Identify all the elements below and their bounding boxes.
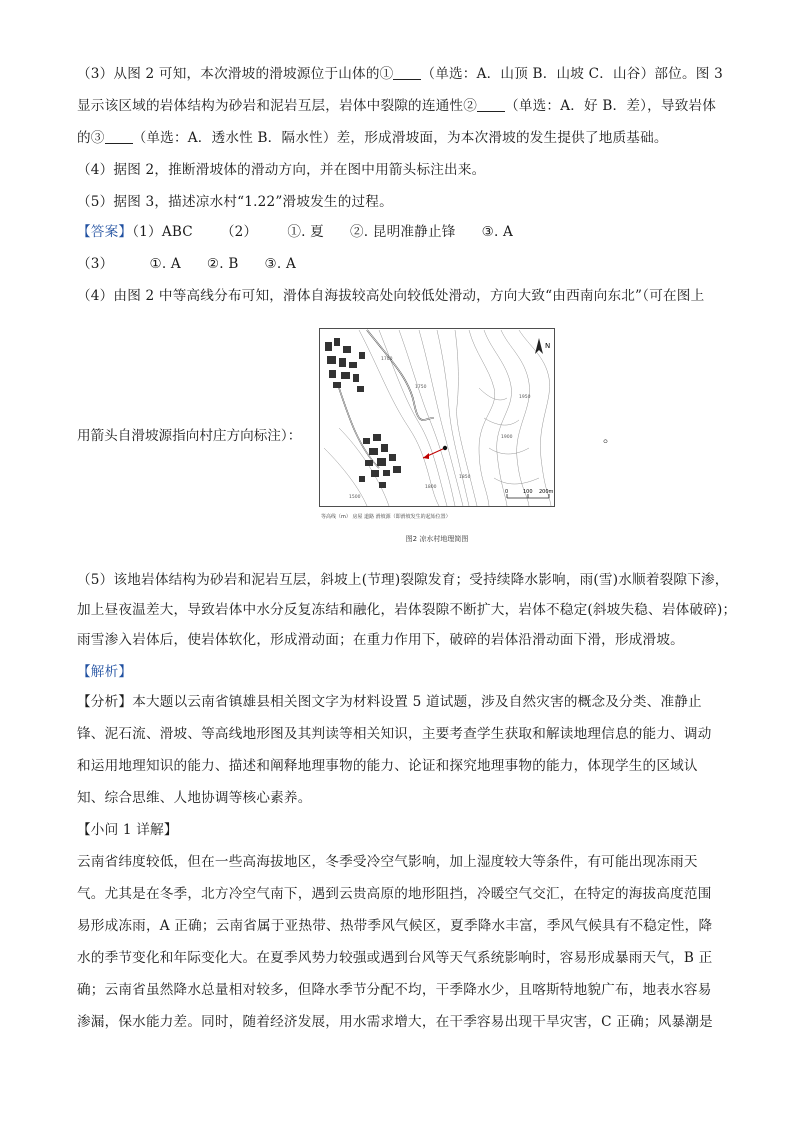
q3-text: （单选：A．透水性 B．隔水性）差，形成滑坡面，为本次滑坡的发生提供了地质基础。 [132,130,668,146]
answer-blank-3 [105,129,133,144]
q3-line-3 [77,128,717,148]
landslide-source-dot [443,446,447,450]
answer-item: ①. 夏 [287,224,324,240]
q3-line-2 [77,96,717,116]
svg-text:1950: 1950 [519,395,531,400]
analysis-line-4: 知、综合思维、人地协调等核心素养。 [77,790,312,806]
answer-item: ③. A [481,224,514,240]
detail-line-3: 易形成冻雨，A 正确；云南省属于亚热带、热带季风气候区，夏季降水丰富，季风气候具有不稳定性，降 [77,918,713,934]
svg-text:1850: 1850 [459,475,471,480]
svg-text:1750: 1750 [415,385,427,390]
map-frame [320,329,555,507]
answer-item: ②. 昆明准静止锋 [349,224,456,240]
svg-text:1900: 1900 [501,435,513,440]
q3-text: 显示该区域的岩体结构为砂岩和泥岩互层，岩体中裂隙的连通性② [77,98,478,114]
answer-item: ③. A [264,256,296,272]
q4-text: （4）据图 2，推断滑坡体的滑动方向，并在图中用箭头标注出来。 [77,162,486,178]
q3-text: 的③ [77,130,105,146]
answer-tag: 【答案】 [77,224,133,240]
svg-text:1500: 1500 [349,495,361,500]
a5-line-3: 雨雪渗入岩体后，使岩体软化，形成滑动面；在重力作用下，破碎的岩体沿滑动面下滑，形成滑坡。 [77,632,684,648]
detail-line-4: 水的季节变化和年际变化大。在夏季风势力较强或遇到台风等天气系统影响时，容易形成暴雨天气，B 正 [77,950,713,966]
answer-row-4: 用箭头自滑坡源指向村庄方向标注）： [77,428,302,444]
detail-line-5: 确；云南省虽然降水总量相对较多，但降水季节分配不均，干季降水少，且喀斯特地貌广布，地表水容易 [77,982,712,998]
answer-blank-2 [477,97,505,112]
analysis-line-1: 【分析】本大题以云南省镇雄县相关图文字为材料设置 5 道试题，涉及自然灾害的概念及分类、准静止 [77,694,702,710]
analysis-line-2: 锋、泥石流、滑坡、等高线地形图及其判读等相关知识，主要考查学生获取和解读地理信息的能力、调动 [77,726,712,742]
q3-text: （3）从图 2 可知，本次滑坡的滑坡源位于山体的① [77,66,394,82]
detail-line-1: 云南省纬度较低，但在一些高海拔地区，冬季受冷空气影响，加上湿度较大等条件，有可能出现冻雨天 [77,854,698,870]
q3-text: （单选：A．山顶 B．山坡 C．山谷）部位。图 3 [421,66,723,82]
detail-line-6: 渗漏，保水能力差。同时，随着经济发展，用水需求增大，在干季容易出现干旱灾害，C 正确；风暴潮是 [77,1014,713,1030]
svg-text:N: N [545,342,551,350]
svg-text:100: 100 [523,489,533,495]
q3-text: （单选：A．好 B．差），导致岩体 [505,98,717,114]
svg-text:1700: 1700 [381,357,393,362]
answer-item: （2） [220,224,258,240]
sub-question-1-tag: 【小问 1 详解】 [77,822,178,838]
map-legend: 等高线（m） 房屋 道路 滑坡源（即滑坡发生的起始位置） [321,514,451,520]
answer-row-4-end: 。 [603,430,617,446]
analysis-tag: 【解析】 [77,664,133,680]
svg-text:0: 0 [505,489,509,495]
answer-item: （3） [77,256,114,272]
figure-caption: 图2 凉水村地理简图 [405,535,469,543]
q5-text: （5）据图 3，描述凉水村“1.22”滑坡发生的过程。 [77,194,393,210]
q3-line-1 [77,64,723,84]
detail-line-2: 气。尤其是在冬季，北方冷空气南下，遇到云贵高原的地形阻挡，冷暖空气交汇，在特定的海拔高度范围 [77,886,712,902]
answer-blank-1 [393,65,421,80]
a5-line-1: （5）该地岩体结构为砂岩和泥岩互层，斜坡上(节理)裂隙发育；受持续降水影响，雨(雪)水顺着裂隙下渗， [77,572,729,588]
answer-row-1 [77,222,717,242]
answer-row-3: （4）由图 2 中等高线分布可知，滑体自海拔较高处向较低处滑动，方向大致“由西南向东北”（可在图上 [77,288,705,304]
a5-line-2: 加上昼夜温差大，导致岩体中水分反复冻结和融化，岩体裂隙不断扩大，岩体不稳定(斜坡失稳、岩体破碎)； [77,602,737,618]
svg-text:200m: 200m [539,489,554,495]
answer-item: （1）ABC [132,224,193,240]
answer-item: ①. A [149,256,181,272]
analysis-line-3: 和运用地理知识的能力、描述和阐释地理事物的能力、论证和探究地理事物的能力，体现学生的区域认 [77,758,698,774]
answer-row-2 [77,254,717,274]
village-contour-map [319,328,555,524]
svg-text:1800: 1800 [425,485,437,490]
answer-item: ②. B [206,256,239,272]
